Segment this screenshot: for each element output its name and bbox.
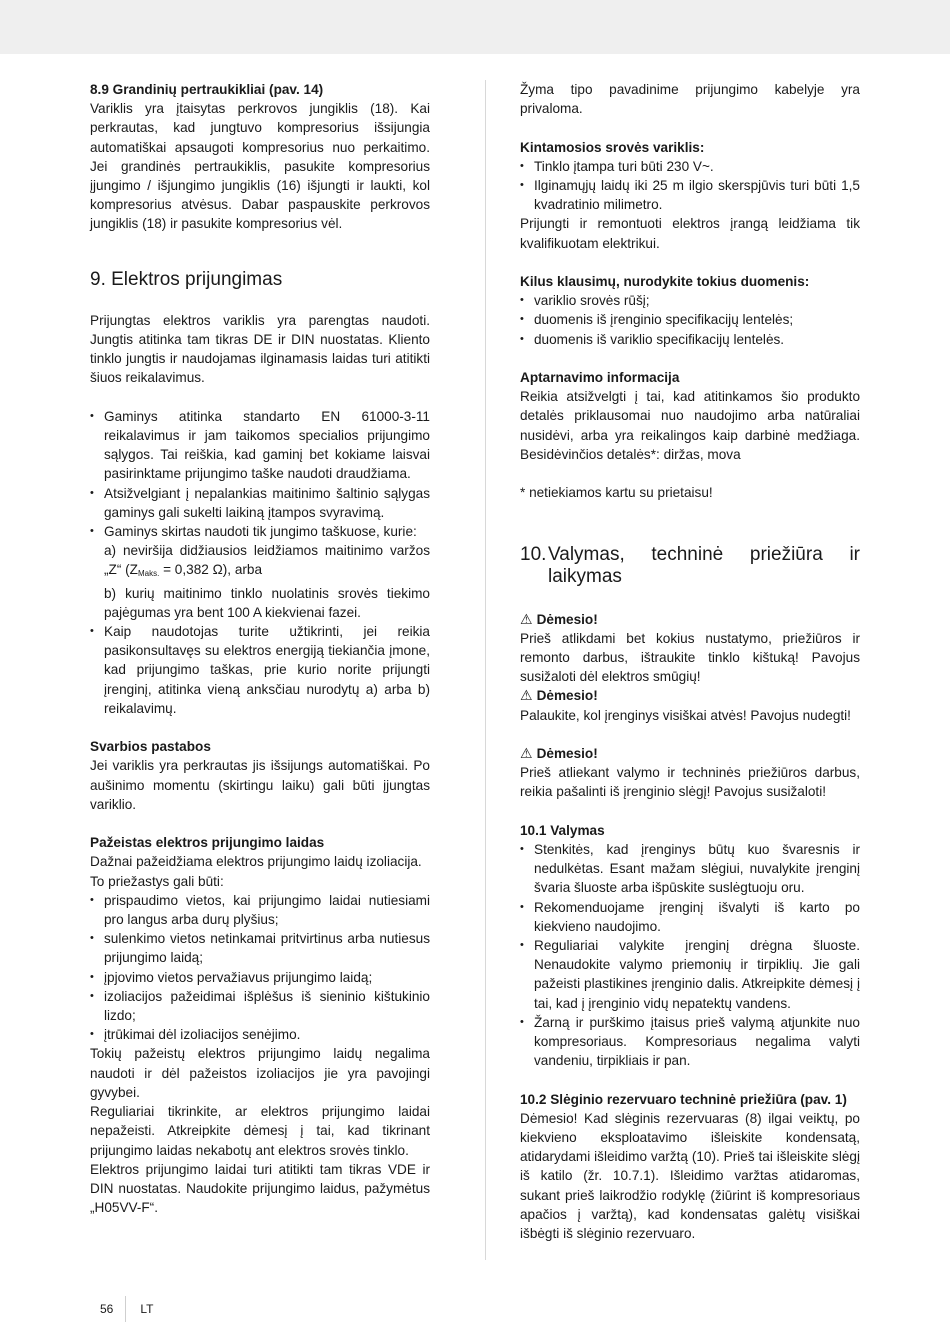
warning-2-text: Palaukite, kol įrenginys visiškai atvės! Pavojus nudegti! <box>520 707 851 723</box>
electrician-note: Prijungti ir remontuoti elektros įrangą leidžiama tik kvalifikuotam elektrikui. <box>520 216 860 251</box>
causes-intro: To priežastys gali būti: <box>90 873 224 889</box>
condition-a: a) neviršija didžiausios leidžiamos maitinimo varžos „Z“ (ZMaks. = 0,382 Ω), arba <box>104 543 430 579</box>
warning-1-title: ⚠ Dėmesio! <box>520 610 598 627</box>
list-item: • duomenis iš įrenginio specifikacijų lentelės; <box>520 310 860 329</box>
important-notes-text: Jei variklis yra perkrautas jis išsijungs automatiškai. Po aušinimo momentu (skirtingu laiku) gali būti įjungtas variklio. <box>90 758 430 812</box>
list-item: • įpjovimo vietos pervažiavus prijungimo laidą; <box>90 968 430 987</box>
list-item: • Atsižvelgiant į nepalankias maitinimo šaltinio sąlygas gaminys gali sukelti laikiną įtampos svyravimą. <box>90 484 430 522</box>
page-footer <box>100 1296 153 1322</box>
column-divider <box>485 80 486 1260</box>
warning-triangle-icon: ⚠ <box>520 745 533 761</box>
list-item-text: Gaminys skirtas naudoti tik jungimo taškuose, kurie: <box>104 524 417 540</box>
section-10-title-line2: laikymas <box>548 565 622 587</box>
list-item: • Tinklo įtampa turi būti 230 V~. <box>520 157 860 176</box>
top-gray-band <box>0 0 950 54</box>
list-item: • Ilginamųjų laidų iki 25 m ilgio skerspjūvis turi būti 1,5 kvadratinio milimetro. <box>520 176 860 214</box>
section-10-title-line1: Valymas, techninė priežiūra ir <box>548 543 860 565</box>
important-notes-title: Svarbios pastabos <box>90 739 211 755</box>
inspection-advice: Reguliariai tikrinkite, ar elektros prijungimo laidai nepažeisti. Atkreipkite dėmesį į tai, kad tikrinant prijungimo laidas nekabotų ant elektros srovės tinklo. <box>90 1104 430 1158</box>
section-9-intro: Prijungtas elektros variklis yra parengtas naudoti. Jungtis atitinka tam tikras DE ir DIN nuostatas. Kliento tinklo jungtis ir naudojamas ilginamasis laidas turi atitikti šiuos reikalavimus. <box>90 312 430 386</box>
footer-separator <box>125 1296 126 1322</box>
section-8-9-text: Variklis yra įtaisytas perkrovos jungiklis (18). Kai perkrautas, kad jungtuvo kompresorius išsijungia automatiškai apsaugoti kompresorius nuo perkaitimo. Jei grandinės pertraukiklis, pasukite kompresorius įjungimo / išjungimo jungiklis (16) išjungti ir laukti, kol kompresorius atvėsus. Dabar paspauskite perkrovos jungiklis (18) ir pasukite kompresorius vėl. <box>90 101 430 232</box>
left-column <box>90 80 430 1217</box>
list-item: • Rekomenduojame įrenginį išvalyti iš karto po kiekvieno naudojimo. <box>520 898 860 936</box>
marking-note: Žyma tipo pavadinime prijungimo kabelyje yra privaloma. <box>520 82 860 117</box>
service-info-text: Reikia atsižvelgti į tai, kad atitinkamos šio produkto detalės priklausomai nuo naudojimo arba natūraliai nusidėvi, arba yra reikalingos kaip darbinė medžiaga. Besidėvinčios detalės*: diržas, mova <box>520 389 860 462</box>
damaged-cable-danger: Tokių pažeistų elektros prijungimo laidų negalima naudoti ir dėl pažeistos izoliacijos jie yra pavojingi gyvybei. <box>90 1046 430 1100</box>
impedance-subscript: Maks. <box>137 569 160 579</box>
list-item: • variklio srovės rūšį; <box>520 291 860 310</box>
section-10-2-title: 10.2 Slėginio rezervuaro techninė priežiūra (pav. 1) <box>520 1091 847 1107</box>
damaged-cable-title: Pažeistas elektros prijungimo laidas <box>90 835 325 851</box>
not-supplied-note: * netiekiamos kartu su prietaisu! <box>520 485 713 501</box>
section-9-title: 9. Elektros prijungimas <box>90 268 283 290</box>
list-item: • Žarną ir purškimo įtaisus prieš valymą atjunkite nuo kompresoriaus. Kompresoriaus negalima valyti vandeniu, tirpikliais ir pan. <box>520 1013 860 1071</box>
service-info-title: Aptarnavimo informacija <box>520 370 680 385</box>
warning-2-title: ⚠ Dėmesio! <box>520 687 598 704</box>
section-10-number: 10. <box>520 543 547 565</box>
section-10-1-title: 10.1 Valymas <box>520 822 605 838</box>
condition-b: b) kurių maitinimo tinklo nuolatinis srovės tiekimo pajėgumas yra bent 100 A kiekvienai fazei. <box>104 585 430 620</box>
list-item: • duomenis iš variklio specifikacijų lentelės. <box>520 330 860 349</box>
page-number: 56 <box>100 1302 114 1316</box>
damaged-cable-text: Dažnai pažeidžiama elektros prijungimo laidų izoliacija. <box>90 854 422 870</box>
questions-title: Kilus klausimų, nurodykite tokius duomenis: <box>520 274 810 289</box>
list-item: • įtrūkimai dėl izoliacijos senėjimo. <box>90 1025 430 1044</box>
right-column <box>520 80 860 1243</box>
list-item: • prispaudimo vietos, kai prijungimo laidai nutiesiami pro langus arba durų plyšius; <box>90 891 430 929</box>
list-item: • Kaip naudotojas turite užtikrinti, jei reikia pasikonsultavęs su elektros energiją tiekiančia įmone, kad prijungimo taškas, prie kurio norite prijungti įrenginį, atitinka vieną anksčiau nurodytų a) arba b) reikalavimų. <box>90 622 430 718</box>
warning-1-text: Prieš atlikdami bet kokius nustatymo, priežiūros ir remonto darbus, ištraukite tinklo kištuką! Pavojus susižaloti dėl elektros smūgių! <box>520 630 860 685</box>
section-10-title <box>520 544 860 588</box>
list-item: • izoliacijos pažeidimai išplėšus iš sieninio kištukinio lizdo; <box>90 987 430 1025</box>
list-item: • sulenkimo vietos netinkamai pritvirtinus arba nutiesus prijungimo laidą; <box>90 929 430 967</box>
list-item: • Reguliariai valykite įrenginį drėgna šluoste. Nenaudokite valymo priemonių ir tirpiklių. Jie gali pažeisti plastikines įrenginio dalis. Atkreipkite dėmesį į tai, kad į įrenginio vidų nepatektų vandens. <box>520 936 860 1013</box>
requirements-list <box>90 407 430 718</box>
list-item: • Stenkitės, kad įrenginys būtų kuo švaresnis ir nedulkėtas. Esant mažam slėgiui, nuvalykite įrenginį švaria šluoste arba išpūskite suslėgtuoju oru. <box>520 840 860 898</box>
cleaning-list <box>520 840 860 1070</box>
causes-list <box>90 891 430 1045</box>
questions-list <box>520 291 860 349</box>
section-10-2-text: Dėmesio! Kad slėginis rezervuaras (8) ilgai veiktų, po kiekvieno eksploatavimo išleiskite kondensatą, atidarydami išleidimo varžtą (10). Prieš tai išleiskite slėgį iš katilo (žr. 10.7.1). Išleidimo varžtas atidaromas, sukant prieš laikrodžio rodyklę (žiūrint iš kompresoriaus apačios į varžtą), kad kondensatas galėtų visiškai išbėgti iš slėginio rezervuaro. <box>520 1110 860 1242</box>
warning-3-text: Prieš atliekant valymo ir techninės priežiūros darbus, reikia pašalinti iš įrenginio slėgį! Pavojus susižaloti! <box>520 765 860 800</box>
language-code: LT <box>140 1302 154 1316</box>
list-item <box>90 522 430 622</box>
section-8-9-title: 8.9 Grandinių pertraukikliai (pav. 14) <box>90 82 324 97</box>
cable-standards: Elektros prijungimo laidai turi atitikti tam tikras VDE ir DIN nuostatas. Naudokite prijungimo laidus, pažymėtus „H05VV-F“. <box>90 1161 430 1216</box>
warning-triangle-icon: ⚠ <box>520 687 533 704</box>
warning-triangle-icon: ⚠ <box>520 610 533 627</box>
ac-motor-list <box>520 157 860 215</box>
ac-motor-title: Kintamosios srovės variklis: <box>520 139 705 155</box>
warning-3-title: ⚠ Dėmesio! <box>520 745 598 761</box>
list-item: • Gaminys atitinka standarto EN 61000-3-11 reikalavimus ir jam taikomos specialios prijungimo sąlygos. Tai reiškia, kad gaminį bet kokiame laisvai pasirinktame prijungimo taške naudoti draudžiama. <box>90 407 430 484</box>
